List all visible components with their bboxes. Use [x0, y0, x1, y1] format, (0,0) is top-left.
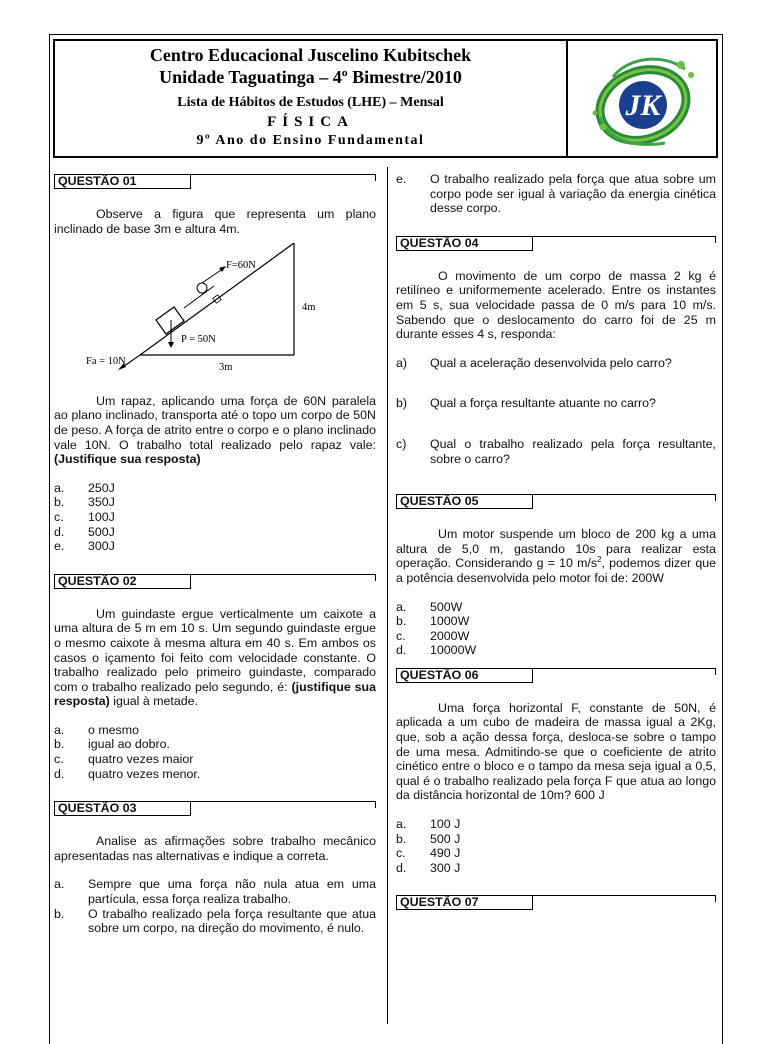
question-01-options	[54, 481, 376, 554]
question-01-header	[54, 174, 376, 189]
figure-height-label: 4m	[302, 302, 316, 314]
list-item: c) Qual o trabalho realizado pela força resultante, sobre o carro?	[396, 436, 716, 466]
subject-title: FÍSICA	[267, 114, 354, 130]
list-item: d. 10000W	[396, 643, 477, 658]
question-05-header	[396, 494, 716, 509]
figure-friction-label: Fa = 10N	[86, 356, 126, 368]
question-02-options	[54, 723, 376, 781]
question-04-header	[396, 236, 716, 251]
question-05-body: Um motor suspende um bloco de 200 kg a uma altura de 5,0 m, gastando 10s para realizar esta operação. Considerando g = 10 $m/s^2$, podemos dizer que a potência desenvolvida pelo motor foi de: 200W	[396, 527, 716, 585]
question-06-body: Uma força horizontal F, constante de 50N, é aplicada a um cubo de madeira de massa igual a 2Kg, que, sob a ação dessa força, desloca-se sobre o tampo de uma mesa. Admitindo-se que o coeficiente de atrito cinético entre o bloco e o tampo da mesa seja igual a 0,5, qual é o trabalho realizado pela força F que atua ao longo da distância horizontal de 10m? 600 J	[396, 700, 716, 803]
question-06-header	[396, 668, 716, 683]
question-07-label: QUESTÃO 07	[396, 895, 533, 910]
list-item: b. 1000W	[396, 614, 470, 629]
list-item: a. 250J	[54, 480, 115, 495]
question-06-label: QUESTÃO 06	[396, 668, 533, 683]
figure-base-label: 3m	[219, 362, 233, 374]
left-column	[54, 172, 376, 936]
question-05-label: QUESTÃO 05	[396, 494, 533, 509]
question-03-header	[54, 801, 376, 816]
grade-level: 9º Ano do Ensino Fundamental	[196, 133, 425, 148]
unit-term: Unidade Taguatinga – 4º Bimestre/2010	[159, 67, 462, 87]
inclined-plane-figure	[54, 238, 376, 376]
list-item: a. Sempre que uma força não nula atua em uma partícula, essa força realiza trabalho.	[54, 877, 376, 907]
list-item: b. O trabalho realizado pela força resultante que atua sobre um corpo, na direção do movimento, é nulo.	[54, 906, 376, 936]
list-item: a) Qual a aceleração desenvolvida pelo carro?	[396, 355, 672, 370]
list-item: b. 350J	[54, 495, 115, 510]
list-item: e. 300J	[54, 539, 115, 554]
question-02-label: QUESTÃO 02	[54, 574, 191, 589]
question-01-intro: Observe a figura que representa um plano inclinado de base 3m e altura 4m.	[54, 207, 376, 236]
list-item: c. quatro vezes maior	[54, 752, 194, 767]
question-03-option-e: e. O trabalho realizado pela força que atua sobre um corpo pode ser igual à variação da energia cinética desse corpo.	[396, 172, 716, 216]
question-04-body: O movimento de um corpo de massa 2 kg é retilíneo e uniformemente acelerado. Entre os instantes em 5 s, sua velocidade passa de 0 m/s para 10 m/s. Sabendo que o deslocamento do carro foi de 25 m durante esses 4 s, responda:	[396, 268, 716, 342]
question-02-header	[54, 574, 376, 589]
question-03-options	[54, 877, 376, 935]
right-column	[396, 172, 716, 910]
list-item: a. 500W	[396, 599, 463, 614]
list-item: d. quatro vezes menor.	[54, 766, 201, 781]
question-01-label: QUESTÃO 01	[54, 174, 191, 189]
column-separator	[387, 167, 388, 1024]
question-04-label: QUESTÃO 04	[396, 236, 533, 251]
school-logo	[573, 47, 713, 151]
question-03-label: QUESTÃO 03	[54, 801, 191, 816]
question-07-header	[396, 895, 716, 910]
list-item: c. 490 J	[396, 846, 461, 861]
list-item: b. 500 J	[396, 831, 461, 846]
list-title: Lista de Hábitos de Estudos (LHE) – Mensal	[177, 95, 444, 110]
figure-weight-label: P = 50N	[181, 334, 216, 346]
logo-initials: JK	[625, 89, 661, 122]
figure-force-label: F=60N	[226, 260, 256, 272]
question-02-body: Um guindaste ergue verticalmente um caixote a uma altura de 5 m em 10 s. Um segundo guindaste ergue o mesmo caixote à mesma altura em 40 s. Em ambos os casos o içamento foi feito com velocidade constante. O trabalho realizado pelo primeiro guindaste, comparado com o trabalho realizado pelo segundo, é: (justifique sua resposta) igual à metade.	[54, 606, 376, 709]
list-item: a. 100 J	[396, 817, 461, 832]
list-item: c. 100J	[54, 509, 115, 524]
list-item: a. o mesmo	[54, 722, 139, 737]
list-item: d. 300 J	[396, 860, 461, 875]
question-03-body: Analise as afirmações sobre trabalho mecânico apresentadas nas alternativas e indique a correta.	[54, 834, 376, 863]
document-header	[53, 39, 718, 158]
question-05-options	[396, 600, 716, 658]
list-item: b. igual ao dobro.	[54, 737, 170, 752]
question-01-body: Um rapaz, aplicando uma força de 60N paralela ao plano inclinado, transporta até o topo um corpo de 50N de peso. A força de atrito entre o corpo e o plano inclinado vale 10N. O trabalho total realizado pelo rapaz vale: (Justifique sua resposta)	[54, 393, 376, 467]
question-06-options	[396, 817, 716, 875]
school-name: Centro Educacional Juscelino Kubitschek	[149, 45, 472, 65]
list-item: c. 2000W	[396, 628, 470, 643]
list-item: d. 500J	[54, 524, 115, 539]
header-divider	[566, 41, 568, 156]
list-item: b) Qual a força resultante atuante no carro?	[396, 396, 656, 411]
